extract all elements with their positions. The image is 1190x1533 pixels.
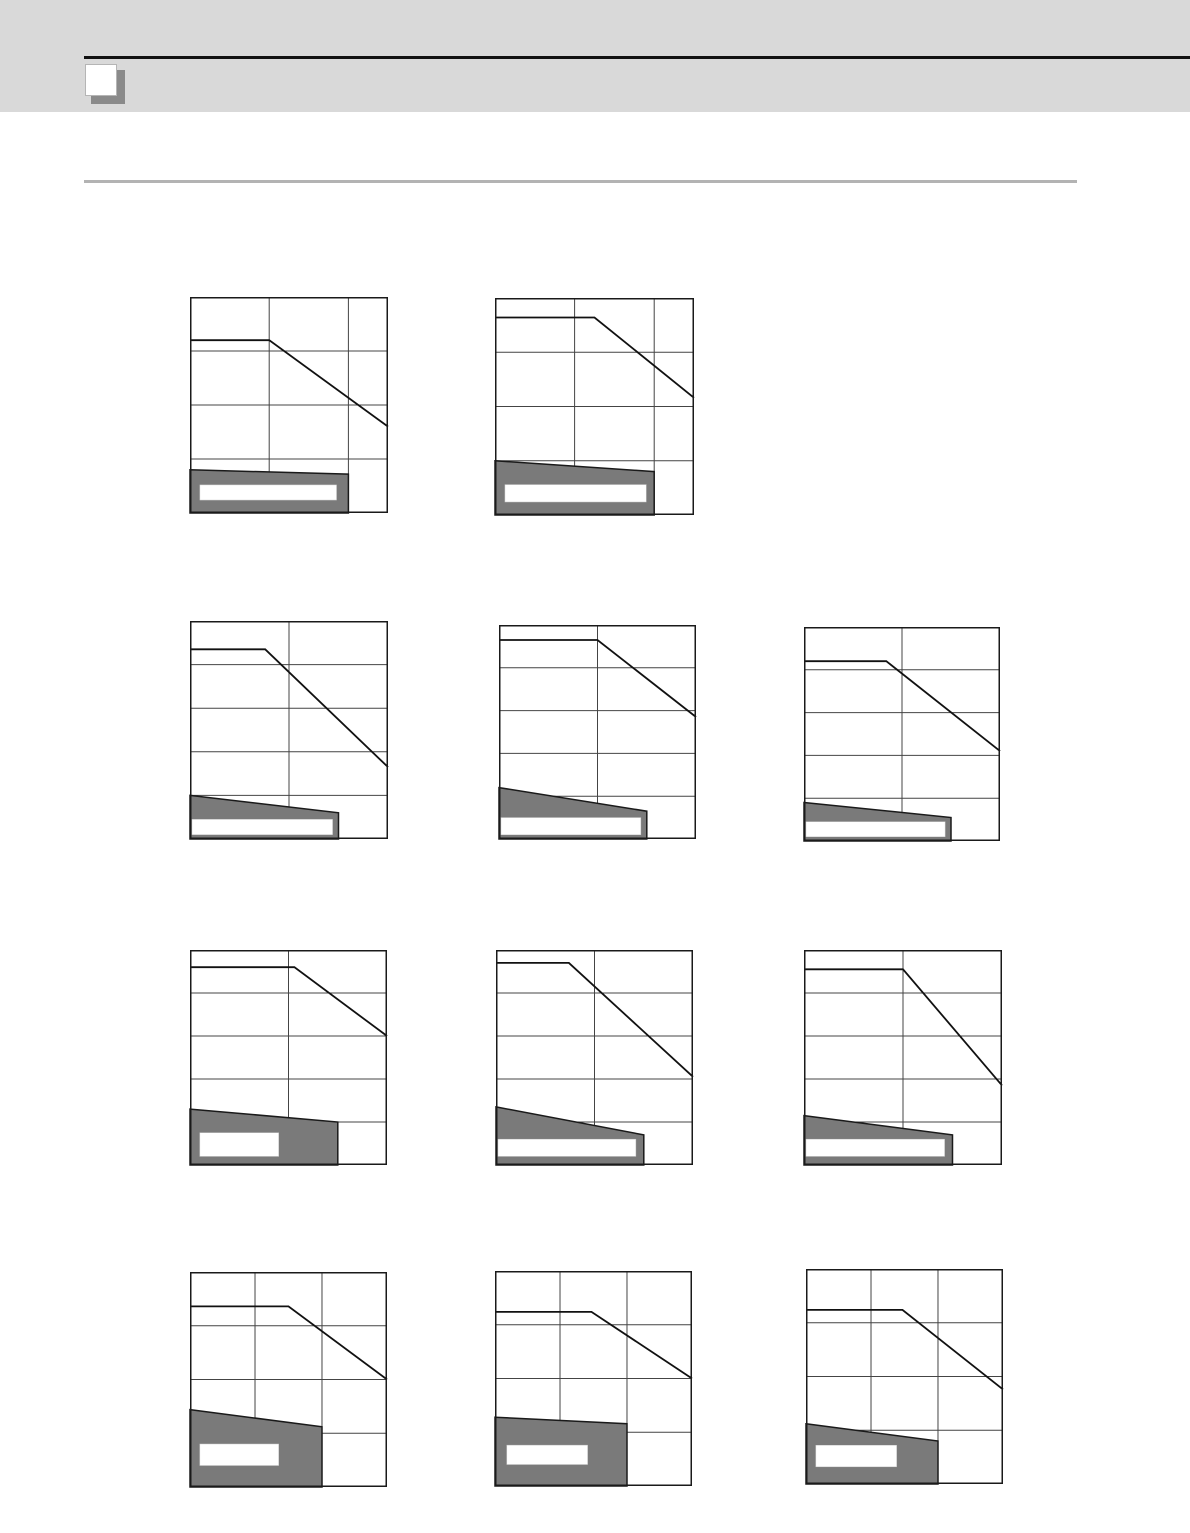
curve-line: [190, 1306, 387, 1379]
curve-line: [495, 318, 694, 398]
label-box: [806, 1139, 945, 1156]
chart-svg: [804, 950, 1002, 1165]
label-box: [501, 818, 641, 835]
chart-svg: [804, 627, 1000, 841]
chart-panel-10: [190, 1272, 387, 1487]
chart-panel-9: [804, 950, 1002, 1165]
chart-panel-4: [190, 621, 388, 839]
chart-svg: [190, 297, 388, 513]
chart-panel-2: [495, 298, 694, 515]
chart-panel-12: [806, 1269, 1003, 1484]
chart-svg: [190, 621, 388, 839]
chart-panel-1: [190, 297, 388, 513]
chart-panel-11: [495, 1271, 692, 1486]
chart-svg: [496, 950, 693, 1165]
chart-panel-5: [499, 625, 696, 839]
label-box: [200, 1133, 279, 1157]
label-box: [200, 1444, 279, 1466]
chart-svg: [190, 1272, 387, 1487]
chart-svg: [190, 950, 387, 1165]
curve-line: [495, 1312, 692, 1379]
chart-svg: [499, 625, 696, 839]
label-box: [507, 1445, 588, 1464]
label-box: [816, 1445, 897, 1467]
chart-svg: [495, 1271, 692, 1486]
chart-panel-7: [190, 950, 387, 1165]
chart-svg: [495, 298, 694, 515]
label-box: [200, 485, 337, 500]
label-box: [192, 819, 333, 834]
chart-panel-8: [496, 950, 693, 1165]
label-box: [505, 485, 646, 502]
chart-svg: [806, 1269, 1003, 1484]
label-box: [498, 1139, 636, 1156]
label-box: [806, 822, 945, 837]
curve-line: [806, 1310, 1003, 1390]
chart-panel-6: [804, 627, 1000, 841]
curve-line: [190, 340, 388, 426]
